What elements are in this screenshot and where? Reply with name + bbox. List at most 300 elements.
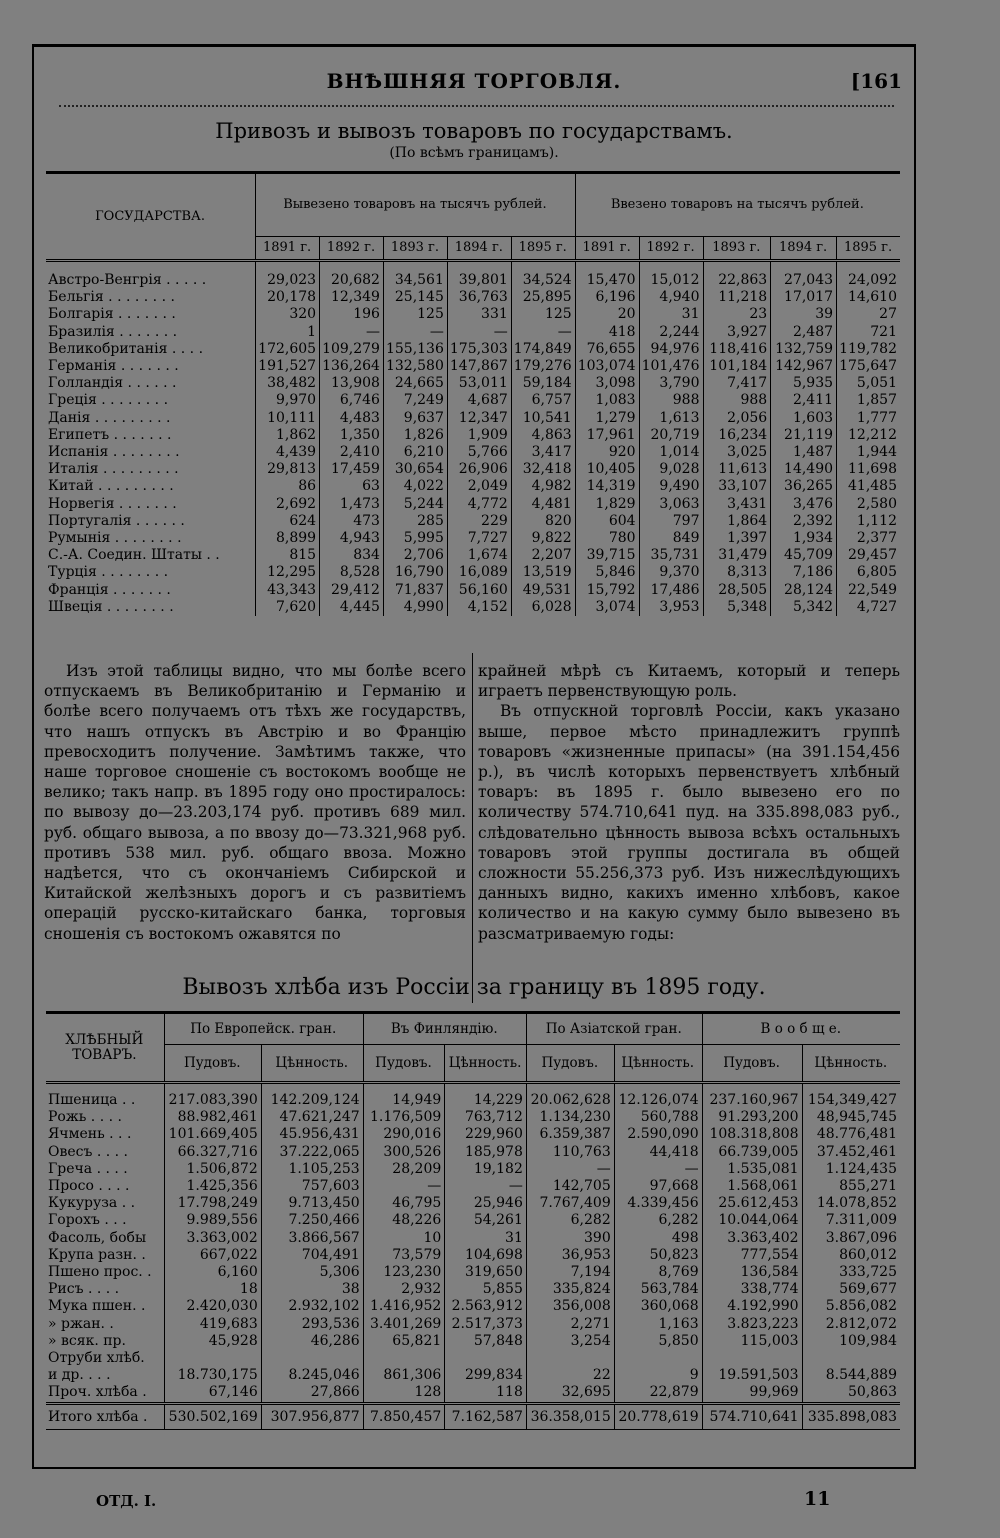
value-cell: 39 xyxy=(771,306,837,323)
value-cell: 44,418 xyxy=(614,1144,702,1161)
paragraph: крайней мѣрѣ съ Китаемъ, который и теперь играетъ первенствующую роль. xyxy=(478,662,900,701)
column-rule xyxy=(472,653,473,1003)
value-cell: 118,416 xyxy=(703,341,771,358)
value-cell: 920 xyxy=(575,444,639,461)
value-cell: 2.517,373 xyxy=(445,1316,527,1333)
table-row xyxy=(46,1161,900,1178)
group-header: По Азіатской гран. xyxy=(526,1013,702,1045)
table-row xyxy=(46,1350,900,1367)
value-cell: 8,313 xyxy=(703,564,771,581)
table-row xyxy=(46,1109,900,1126)
country-name: Китай . . . . . . . . . xyxy=(46,478,256,495)
value-cell: 24,092 xyxy=(848,272,897,288)
value-cell: 7,620 xyxy=(256,599,320,616)
value-cell: 132,759 xyxy=(771,341,837,358)
value-cell: 1.105,253 xyxy=(261,1161,363,1178)
value-cell: 1,829 xyxy=(575,496,639,513)
value-cell: 560,788 xyxy=(614,1109,702,1126)
value-cell: 39,715 xyxy=(575,547,639,564)
total-cell: 307.956,877 xyxy=(261,1403,363,1429)
country-name: Данія . . . . . . . . . xyxy=(46,410,256,427)
value-cell: 7,417 xyxy=(703,375,771,392)
country-name: Бельгія . . . . . . . . xyxy=(46,289,256,306)
table-row xyxy=(46,1298,900,1315)
grain-name: Крупа разн. . xyxy=(46,1247,164,1264)
value-cell: 94,976 xyxy=(639,341,703,358)
value-cell: 6,757 xyxy=(511,392,575,409)
year-header: 1895 г. xyxy=(837,237,900,261)
value-cell xyxy=(261,1350,363,1367)
value-cell: 11,698 xyxy=(848,461,897,478)
value-cell: 109,984 xyxy=(839,1332,897,1349)
grain-column-header: ХЛѢБНЫЙ ТОВАРЪ. xyxy=(46,1013,164,1083)
value-cell: 10,541 xyxy=(511,410,575,427)
grain-name: Отруби хлѣб. xyxy=(46,1350,164,1367)
value-cell: 7,194 xyxy=(526,1264,614,1281)
value-cell: 104,698 xyxy=(445,1247,527,1264)
country-name: Болгарія . . . . . . . xyxy=(46,306,256,323)
value-cell: 20,178 xyxy=(256,289,320,306)
value-cell: 179,276 xyxy=(511,358,575,375)
value-cell: 2,271 xyxy=(526,1316,614,1333)
value-cell: 3,074 xyxy=(575,599,639,616)
total-cell: 335.898,083 xyxy=(802,1403,900,1429)
value-cell: 360,068 xyxy=(614,1298,702,1315)
value-cell: 15,792 xyxy=(575,582,639,599)
value-cell: 290,016 xyxy=(363,1126,445,1143)
value-cell: 3,025 xyxy=(703,444,771,461)
value-cell: 8.245,046 xyxy=(261,1367,363,1384)
value-cell: 36,265 xyxy=(771,478,837,495)
value-cell: 18.730,175 xyxy=(164,1367,261,1384)
value-cell: 66.327,716 xyxy=(164,1144,261,1161)
value-cell: 3.363,002 xyxy=(164,1230,261,1247)
value-cell: 5,935 xyxy=(771,375,837,392)
table-row xyxy=(46,1195,900,1212)
value-cell: 5,855 xyxy=(445,1281,527,1298)
value-cell: 12.126,074 xyxy=(614,1083,702,1110)
country-name: Франція . . . . . . . xyxy=(46,582,256,599)
value-cell: 21,119 xyxy=(771,427,837,444)
value-cell: 43,343 xyxy=(256,582,320,599)
value-cell: 27 xyxy=(879,306,897,323)
table-row xyxy=(46,444,900,461)
value-cell: 6,282 xyxy=(526,1212,614,1229)
table-row xyxy=(46,1281,900,1298)
value-cell: 154,349,427 xyxy=(807,1092,897,1108)
value-cell: 1,826 xyxy=(383,427,447,444)
value-cell: 196 xyxy=(320,306,384,323)
country-name: Испанія . . . . . . . . xyxy=(46,444,256,461)
value-cell: 115,003 xyxy=(702,1333,802,1350)
value-cell: 721 xyxy=(870,323,897,340)
grain-name: Овесъ . . . . xyxy=(46,1144,164,1161)
value-cell: 4,445 xyxy=(320,599,384,616)
value-cell: 331 xyxy=(447,306,511,323)
value-cell: 48,226 xyxy=(363,1212,445,1229)
value-cell: 285 xyxy=(383,513,447,530)
value-cell: 2,932 xyxy=(363,1281,445,1298)
grain-name: » ржан. . xyxy=(46,1316,164,1333)
value-cell: 57,848 xyxy=(445,1333,527,1350)
value-cell: 25,895 xyxy=(511,289,575,306)
value-cell: 67,146 xyxy=(164,1384,261,1403)
table-row xyxy=(46,306,900,323)
export-group-header: Вывезено товаровъ на тысячъ рублей. xyxy=(256,173,576,237)
value-cell: 8,899 xyxy=(256,530,320,547)
year-header: 1895 г. xyxy=(511,237,575,261)
value-cell: 25.612,453 xyxy=(702,1195,802,1212)
text-column-left xyxy=(44,661,466,944)
country-name: Бразилія . . . . . . . xyxy=(46,324,256,341)
value-cell: 8.544,889 xyxy=(825,1367,897,1384)
value-cell: 834 xyxy=(320,547,384,564)
value-cell xyxy=(445,1350,527,1367)
grain-name: Рожь . . . . xyxy=(46,1109,164,1126)
table-row xyxy=(46,289,900,306)
value-cell: 4,990 xyxy=(383,599,447,616)
value-cell: 1.425,356 xyxy=(164,1178,261,1195)
value-cell: 50,863 xyxy=(848,1384,897,1401)
paragraph: Изъ этой таблицы видно, что мы болѣе всего отпускаемъ въ Великобританію и Германію и болѣе всего получаемъ отъ тѣхъ же государствъ, что нашъ отпускъ въ Австрію и во Францію превосходитъ получение. Замѣтимъ также, что наше торговое сношеніе съ востокомъ вообще не велико; такъ напр. въ 1895 году оно простиралось: по вывозу до—23.203,174 руб. противъ 689 мил. руб. общаго вывоза, а по ввозу до—73.321,968 руб. противъ 538 мил. руб. общаго ввоза. Можно надѣется, что съ окончаніемъ Сибирской и Китайской желѣзныхъ дорогъ и съ развитіемъ операцій русско-китайскаго банка, торговыя сношенія съ востокомъ ожавятся по xyxy=(44,662,466,943)
value-cell: 293,536 xyxy=(261,1316,363,1333)
value-cell: 86 xyxy=(256,478,320,495)
value-cell: 20.062,628 xyxy=(526,1083,614,1110)
subheader: Цѣнность. xyxy=(802,1045,900,1083)
table-row xyxy=(46,324,900,341)
table-row xyxy=(46,358,900,375)
group-header: По Европейск. гран. xyxy=(164,1013,363,1045)
value-cell: 91.293,200 xyxy=(702,1109,802,1126)
value-cell: 2.420,030 xyxy=(164,1298,261,1315)
value-cell: 3,431 xyxy=(703,496,771,513)
value-cell: 1,944 xyxy=(856,444,897,461)
section-label: ОТД. I. xyxy=(96,1492,157,1510)
value-cell: 320 xyxy=(256,306,320,323)
grain-name: Рисъ . . . . xyxy=(46,1281,164,1298)
value-cell: 2,410 xyxy=(320,444,384,461)
value-cell: 4,863 xyxy=(511,427,575,444)
value-cell: — xyxy=(447,324,511,341)
value-cell: 4,439 xyxy=(256,444,320,461)
value-cell: 3.823,223 xyxy=(702,1316,802,1333)
value-cell: 1,163 xyxy=(614,1316,702,1333)
value-cell: 46,795 xyxy=(363,1195,445,1212)
value-cell: 9,370 xyxy=(639,564,703,581)
value-cell: 3.867,096 xyxy=(825,1229,897,1246)
value-cell: 9,637 xyxy=(383,410,447,427)
value-cell: 6,805 xyxy=(856,564,897,581)
value-cell: 624 xyxy=(256,513,320,530)
table-row xyxy=(46,513,900,530)
value-cell xyxy=(614,1350,702,1367)
value-cell: 14,610 xyxy=(848,289,897,306)
value-cell: 1,909 xyxy=(447,427,511,444)
value-cell: 73,579 xyxy=(363,1247,445,1264)
value-cell: 1,613 xyxy=(639,410,703,427)
table-row xyxy=(46,547,900,564)
value-cell: 5,244 xyxy=(383,496,447,513)
grain-export-table xyxy=(46,1011,900,1430)
country-name: Великобританія . . . . xyxy=(46,341,256,358)
value-cell: 20 xyxy=(575,306,639,323)
table-row xyxy=(46,582,900,599)
value-cell: 1,864 xyxy=(703,513,771,530)
value-cell: 10 xyxy=(363,1230,445,1247)
grain-name: Ячмень . . . xyxy=(46,1126,164,1143)
grain-name: Горохъ . . . xyxy=(46,1212,164,1229)
value-cell: 473 xyxy=(320,513,384,530)
value-cell: 32,695 xyxy=(526,1384,614,1403)
value-cell xyxy=(363,1350,445,1367)
value-cell: 54,261 xyxy=(445,1212,527,1229)
value-cell: 2,411 xyxy=(771,392,837,409)
subheader: Цѣнность. xyxy=(261,1045,363,1083)
value-cell: 4.339,456 xyxy=(614,1195,702,1212)
value-cell: 16,089 xyxy=(447,564,511,581)
grain-name: Кукуруза . . xyxy=(46,1195,164,1212)
grain-name: Греча . . . . xyxy=(46,1161,164,1178)
value-cell: 299,834 xyxy=(445,1367,527,1384)
value-cell: 335,824 xyxy=(526,1281,614,1298)
value-cell: 4,687 xyxy=(447,392,511,409)
value-cell: 41,485 xyxy=(848,478,897,495)
value-cell: 667,022 xyxy=(164,1247,261,1264)
value-cell: 5,348 xyxy=(703,599,771,616)
value-cell: 1,603 xyxy=(771,410,837,427)
table-row xyxy=(46,599,900,616)
value-cell: 1,112 xyxy=(856,512,897,529)
value-cell: — xyxy=(614,1161,702,1178)
value-cell: 147,867 xyxy=(447,358,511,375)
grain-name: Пшено прос. . xyxy=(46,1264,164,1281)
year-header: 1893 г. xyxy=(703,237,771,261)
value-cell xyxy=(702,1350,802,1367)
value-cell: 46,286 xyxy=(261,1333,363,1350)
value-cell: 27,043 xyxy=(771,261,837,290)
value-cell: 17.798,249 xyxy=(164,1195,261,1212)
value-cell: 174,849 xyxy=(511,341,575,358)
value-cell: 1,674 xyxy=(447,547,511,564)
value-cell: 1,350 xyxy=(320,427,384,444)
country-name: Италія . . . . . . . . . xyxy=(46,461,256,478)
country-name: Португалія . . . . . . xyxy=(46,513,256,530)
value-cell: 4,943 xyxy=(320,530,384,547)
year-header: 1892 г. xyxy=(639,237,703,261)
year-header: 1893 г. xyxy=(383,237,447,261)
table-row xyxy=(46,1126,900,1143)
value-cell: 6,160 xyxy=(164,1264,261,1281)
table-row xyxy=(46,410,900,427)
value-cell: 1.535,081 xyxy=(702,1161,802,1178)
value-cell: 6,282 xyxy=(614,1212,702,1229)
value-cell: 17,459 xyxy=(320,461,384,478)
table-row xyxy=(46,530,900,547)
value-cell: 37.222,065 xyxy=(261,1144,363,1161)
value-cell: 125 xyxy=(511,306,575,323)
value-cell: 7.767,409 xyxy=(526,1195,614,1212)
value-cell: 419,683 xyxy=(164,1316,261,1333)
value-cell: 20,682 xyxy=(320,261,384,290)
value-cell: 498 xyxy=(614,1230,702,1247)
value-cell: 4,152 xyxy=(447,599,511,616)
table2-title: Вывозъ хлѣба изъ Россіи за границу въ 1895 году. xyxy=(182,975,766,1000)
value-cell: 300,526 xyxy=(363,1144,445,1161)
value-cell: 10,405 xyxy=(575,461,639,478)
value-cell: 9.713,450 xyxy=(261,1195,363,1212)
value-cell: 29,813 xyxy=(256,461,320,478)
value-cell: 704,491 xyxy=(261,1247,363,1264)
value-cell: 3.866,567 xyxy=(261,1230,363,1247)
value-cell: 2.932,102 xyxy=(261,1298,363,1315)
value-cell: 33,107 xyxy=(703,478,771,495)
value-cell: 8,528 xyxy=(320,564,384,581)
value-cell: 63 xyxy=(320,478,384,495)
value-cell: 1,777 xyxy=(856,409,897,426)
value-cell: 10,111 xyxy=(256,410,320,427)
table1-title: Привозъ и вывозъ товаровъ по государствамъ. xyxy=(215,119,733,143)
value-cell: 53,011 xyxy=(447,375,511,392)
value-cell: 5,306 xyxy=(261,1264,363,1281)
value-cell: 5,766 xyxy=(447,444,511,461)
value-cell: 6,196 xyxy=(575,289,639,306)
value-cell: 136,264 xyxy=(320,358,384,375)
subheader: Пудовъ. xyxy=(526,1045,614,1083)
value-cell: 191,527 xyxy=(256,358,320,375)
value-cell: 780 xyxy=(575,530,639,547)
value-cell: 14,949 xyxy=(363,1083,445,1110)
value-cell: 50,823 xyxy=(614,1247,702,1264)
country-name: Греція . . . . . . . . xyxy=(46,392,256,409)
value-cell: 20,719 xyxy=(639,427,703,444)
value-cell: 1,487 xyxy=(771,444,837,461)
value-cell: 175,303 xyxy=(447,341,511,358)
table-row xyxy=(46,564,900,581)
value-cell: 25,145 xyxy=(383,289,447,306)
value-cell: 28,124 xyxy=(771,582,837,599)
value-cell: 797 xyxy=(639,513,703,530)
value-cell: 5,846 xyxy=(575,564,639,581)
value-cell: 9,970 xyxy=(256,392,320,409)
value-cell: 15,012 xyxy=(639,261,703,290)
value-cell: 2,244 xyxy=(639,324,703,341)
value-cell: 1.416,952 xyxy=(363,1298,445,1315)
value-cell: 777,554 xyxy=(702,1247,802,1264)
value-cell: 22,879 xyxy=(614,1384,702,1403)
value-cell: 31 xyxy=(639,306,703,323)
value-cell: 390 xyxy=(526,1230,614,1247)
value-cell: 9,490 xyxy=(639,478,703,495)
value-cell: 38,482 xyxy=(256,375,320,392)
value-cell: 56,160 xyxy=(447,582,511,599)
value-cell: 855,271 xyxy=(839,1178,897,1195)
value-cell: 31 xyxy=(445,1230,527,1247)
value-cell: 8,769 xyxy=(614,1264,702,1281)
value-cell: 338,774 xyxy=(702,1281,802,1298)
value-cell: 2,580 xyxy=(856,495,897,512)
value-cell: 9,028 xyxy=(639,461,703,478)
country-name: Румынія . . . . . . . . xyxy=(46,530,256,547)
value-cell: 142.209,124 xyxy=(261,1083,363,1110)
value-cell: 5,342 xyxy=(771,599,837,616)
value-cell: 47.621,247 xyxy=(261,1109,363,1126)
value-cell: 861,306 xyxy=(363,1367,445,1384)
value-cell: 2,692 xyxy=(256,496,320,513)
table-row xyxy=(46,1316,900,1333)
value-cell: 2.590,090 xyxy=(614,1126,702,1143)
value-cell: 4,772 xyxy=(447,496,511,513)
value-cell: 2.812,072 xyxy=(825,1315,897,1332)
table-row xyxy=(46,1144,900,1161)
value-cell: 142,967 xyxy=(771,358,837,375)
value-cell: 5,850 xyxy=(614,1333,702,1350)
value-cell: 2,706 xyxy=(383,547,447,564)
value-cell: 109,279 xyxy=(320,341,384,358)
value-cell: — xyxy=(526,1161,614,1178)
value-cell: 22,863 xyxy=(703,261,771,290)
value-cell: 13,908 xyxy=(320,375,384,392)
total-cell: 574.710,641 xyxy=(702,1403,802,1429)
table-row xyxy=(46,1212,900,1229)
value-cell: 14,490 xyxy=(771,461,837,478)
value-cell: 4,940 xyxy=(639,289,703,306)
value-cell: 14,229 xyxy=(445,1083,527,1110)
value-cell: 10.044,064 xyxy=(702,1212,802,1229)
ornamental-rule xyxy=(59,105,894,107)
value-cell: 11,613 xyxy=(703,461,771,478)
value-cell: 36,953 xyxy=(526,1247,614,1264)
table-row xyxy=(46,496,900,513)
grain-name: » всяк. пр. xyxy=(46,1333,164,1350)
table-row xyxy=(46,375,900,392)
total-cell: 7.162,587 xyxy=(445,1403,527,1429)
value-cell: 217.083,390 xyxy=(164,1083,261,1110)
grain-name: и др. . . . xyxy=(46,1367,164,1384)
table-row xyxy=(46,1083,900,1110)
value-cell: 65,821 xyxy=(363,1333,445,1350)
value-cell: 1.134,230 xyxy=(526,1109,614,1126)
value-cell: 7,249 xyxy=(383,392,447,409)
running-title: ВНѢШНЯЯ ТОРГОВЛЯ. xyxy=(326,69,622,93)
year-header: 1894 г. xyxy=(771,237,837,261)
value-cell: 15,470 xyxy=(575,261,639,290)
subheader: Цѣнность. xyxy=(445,1045,527,1083)
table-row xyxy=(46,1178,900,1195)
value-cell: 34,524 xyxy=(511,261,575,290)
table-row xyxy=(46,341,900,358)
value-cell: 569,677 xyxy=(839,1281,897,1298)
value-cell: 142,705 xyxy=(526,1178,614,1195)
value-cell: 37.452,461 xyxy=(816,1143,897,1160)
value-cell: 24,665 xyxy=(383,375,447,392)
value-cell: 820 xyxy=(511,513,575,530)
country-column-header: ГОСУДАРСТВА. xyxy=(46,173,256,261)
import-group-header: Ввезено товаровъ на тысячъ рублей. xyxy=(610,197,864,212)
value-cell: 11,218 xyxy=(703,289,771,306)
value-cell: 99,969 xyxy=(702,1384,802,1403)
value-cell: 155,136 xyxy=(383,341,447,358)
country-name: Австро-Венгрія . . . . . xyxy=(46,261,256,290)
value-cell: 5,051 xyxy=(856,375,897,392)
running-header xyxy=(34,69,914,99)
value-cell: 6,746 xyxy=(320,392,384,409)
value-cell: 29,023 xyxy=(256,261,320,290)
value-cell: 7.311,009 xyxy=(825,1212,897,1229)
value-cell: 48.776,481 xyxy=(816,1126,897,1143)
grain-name: Просо . . . . xyxy=(46,1178,164,1195)
value-cell: 45,709 xyxy=(771,547,837,564)
table-row xyxy=(46,478,900,495)
